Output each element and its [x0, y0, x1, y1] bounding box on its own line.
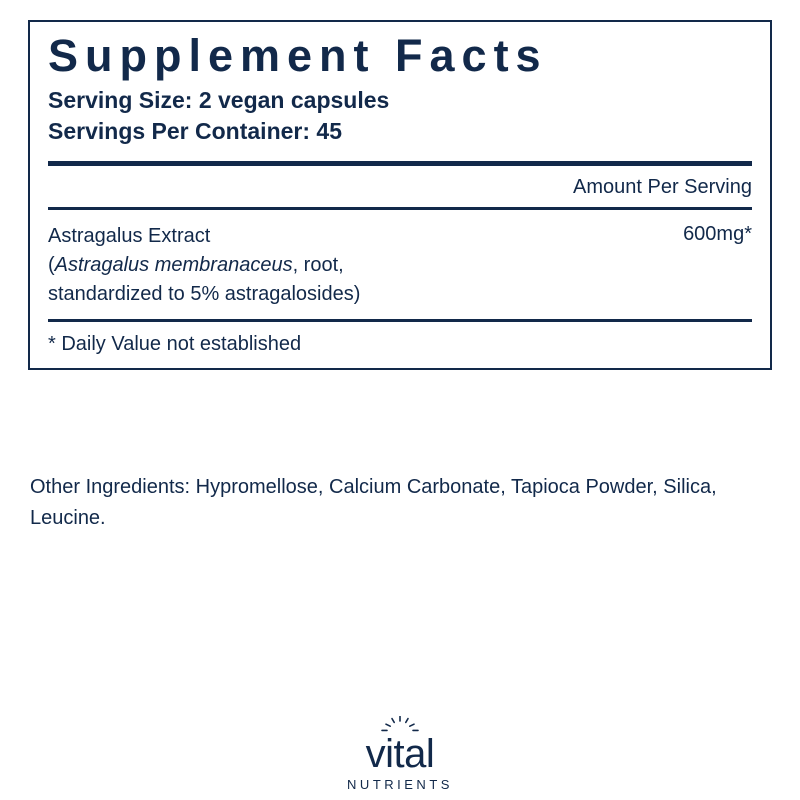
supplement-facts-panel	[28, 20, 772, 370]
nutrient-source-line	[48, 251, 360, 280]
amount-per-serving-header: Amount Per Serving	[573, 176, 752, 199]
source-part: , root,	[292, 254, 344, 277]
daily-value-footnote: * Daily Value not established	[48, 333, 302, 356]
paren-open: (	[48, 254, 55, 277]
serving-size: Serving Size: 2 vegan capsules	[48, 87, 390, 114]
servings-per-container: Servings Per Container: 45	[48, 118, 342, 145]
brand-subtitle: NUTRIENTS	[347, 777, 453, 792]
brand-logo	[0, 716, 800, 792]
other-ingredients: Other Ingredients: Hypromellose, Calcium Carbonate, Tapioca Powder, Silica, Leucine.	[30, 476, 717, 529]
sunburst-icon	[378, 716, 422, 732]
nutrient-amount: 600mg*	[683, 223, 752, 246]
brand-name: vital	[365, 732, 435, 776]
table-row	[48, 210, 752, 319]
panel-title: Supplement Facts	[48, 30, 548, 81]
nutrient-name-block	[48, 222, 360, 309]
nutrient-name: Astragalus Extract	[48, 225, 211, 248]
nutrient-standardization-line: standardized to 5% astragalosides)	[48, 283, 361, 306]
latin-binomial: Astragalus membranaceus	[54, 254, 293, 277]
